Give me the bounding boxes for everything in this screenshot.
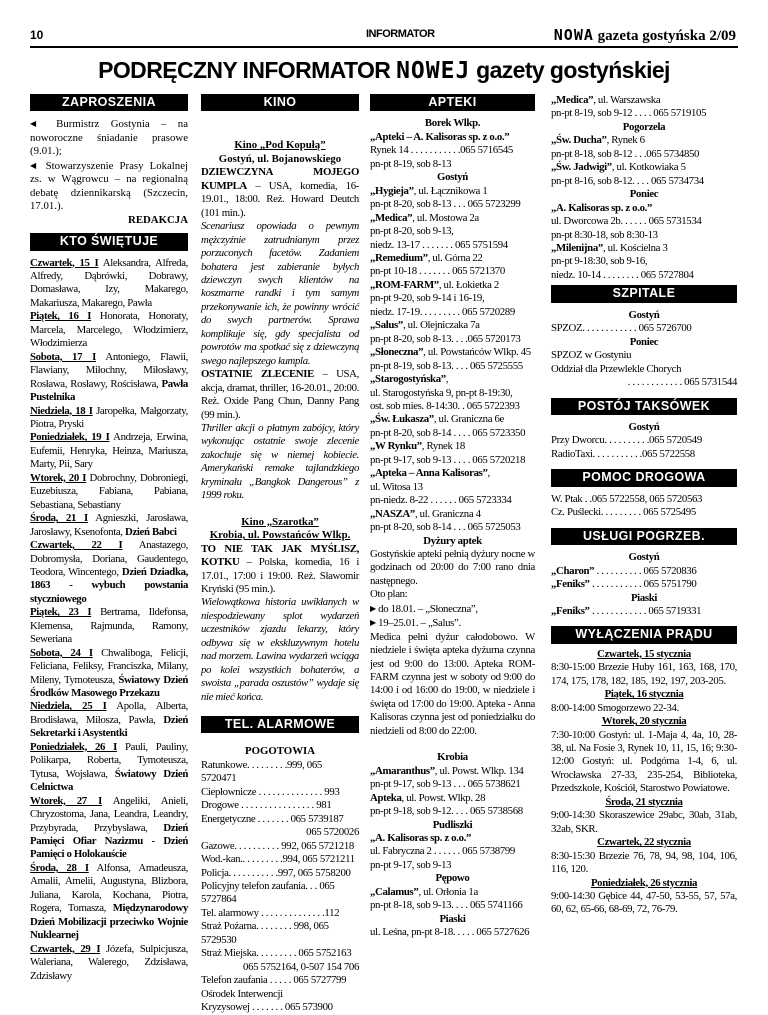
bullet-icon: ▶ <box>370 618 376 628</box>
towing-line: W. Ptak . .065 5722558, 065 5720563 <box>551 492 703 505</box>
dyzur-text: do 18.01. – „Słoneczna”, <box>375 602 478 615</box>
emergency-phone-line: Ratunkowe. . . . . . . . .999, 065 5720471 <box>201 758 322 785</box>
emergency-phone-list <box>201 759 359 1015</box>
paper-rest: gazeta gostyńska 2/09 <box>593 28 736 44</box>
header-rule <box>30 46 738 48</box>
pharmacy-line: pn-pt 8:30-18, sob 8:30-13 <box>551 228 658 241</box>
funeral-phone: . . . . . . . . . . . 065 5751790 <box>591 578 697 591</box>
outage-date: Piątek, 16 stycznia <box>604 688 684 701</box>
pharmacy-name: „A. Kalisoras sp. z o.o.” <box>370 832 472 845</box>
page-title <box>30 57 738 84</box>
funeral-phone: . . . . . . . . . . 065 5720836 <box>596 564 697 577</box>
taxi-line: Przy Dworcu. . . . . . . . . .065 5720549 <box>551 434 702 447</box>
town-name: Gostyń <box>628 308 660 321</box>
film-title: DZIEWCZYNA MOJEGO KUMPLA <box>201 166 359 192</box>
bullet-icon: ▶ <box>370 603 376 613</box>
pharmacy-line: Rynek 14 . . . . . . . . . . .065 5716545 <box>370 144 513 157</box>
pharmacy-line: pn-pt 8-20, sob 8-13. . . .065 5720173 <box>370 332 521 345</box>
nameday-names: Bertrama, Ildefonsa, Klemensa, Rajmunda, Ramony, Seweriana <box>30 606 188 646</box>
outage-text: 9:00-14:30 Skoraszewice 29abc, 30ab, 31ab, 32ab, SKR. <box>551 809 737 835</box>
film-info: – USA, akcja, dramat, thriller, 16-20.01., 20:00. Reż. Oxide Pang Chun, Danny Pang (99 min.). <box>201 368 359 421</box>
film-info: – USA, komedia, 16-19.01., 18:00. Reż. Howard Deutch (101 min.). <box>201 179 359 219</box>
pharmacy-list-poniec <box>551 202 737 283</box>
towing-list <box>551 493 737 520</box>
pharmacy-line: pn-pt 8-20, sob 9-13, <box>370 225 454 238</box>
nameday-entry <box>30 943 188 983</box>
funeral-line <box>551 565 737 578</box>
hospital-line: SPZOZ w Gostyniu <box>551 349 632 362</box>
funeral-line <box>551 605 737 618</box>
nameday-names: Aleksandra, Alfreda, Alfredy, Dąbrówki, Dobrawy, Domasława, Izy, Makarego, Makariusza, Makarego, Pawła <box>30 256 188 309</box>
pharmacy-entry <box>370 886 535 899</box>
pharmacy-list-gostyn <box>370 185 535 535</box>
outage-date: Środa, 21 stycznia <box>605 795 683 808</box>
emergency-phone-line: Policja. . . . . . . . . . .997, 065 5758200 <box>201 866 351 879</box>
pharmacy-entry <box>370 440 535 453</box>
postoj-heading: POSTÓJ TAKSÓWEK <box>551 398 737 415</box>
nameday-date: Wtorek, 20 I <box>30 471 87 484</box>
pharmacy-address: , Rynek 6 <box>606 134 645 147</box>
pharmacy-name: „Św. Jadwigi” <box>551 161 612 174</box>
pharmacy-line: niedz. 13-17 . . . . . . . 065 5751594 <box>370 238 508 251</box>
dyzur-item <box>370 602 535 616</box>
nameday-entry <box>30 472 188 512</box>
dyzury-list <box>370 602 535 631</box>
nameday-date: Poniedziałek, 26 I <box>30 740 117 753</box>
title-part1: PODRĘCZNY INFORMATOR <box>98 57 397 83</box>
nameday-names: Agnieszki, Jarosława, Jarosławy, Ksenofonta, <box>30 512 188 538</box>
nameday-entry <box>30 795 188 862</box>
nameday-entry <box>30 700 188 740</box>
pharmacy-line: pn-pt 8-16, sob 8-12. . . . 065 5734734 <box>551 174 704 187</box>
nameday-names: Angeliki, Anieli, Chryzostoma, Jana, Leandra, Leandry, Przybyrada, Przybysława, <box>30 794 188 834</box>
pharmacy-line: pn-pt 8-19, sob 8-13 <box>370 157 452 170</box>
nameday-names: Jaropełka, Małgorzaty, Piotra, Pryski <box>30 404 188 430</box>
zaproszenia-heading: ZAPROSZENIA <box>30 94 188 111</box>
dyzury-note: Medica pełni dyżur całodobowo. W niedziele i święta apteka dyżurna czynna jest od 9:00 do 13:00. Apteka ROM-FARM czynna jest w soboty od 9:00 do 14:00 i od 16:00 do 19:00, w niedziele i święta od 17:00 do 19:00. Apteka - Anna Kalisoras czynna jest od poniedziałku do niedzieli od 8:00 do 22:00. <box>370 630 535 737</box>
kto-swietuje-heading: KTO ŚWIĘTUJE <box>30 233 188 250</box>
pharmacy-entry <box>370 373 535 386</box>
pharmacy-name: „Św. Łukasza” <box>370 413 434 426</box>
nameday-date: Czwartek, 29 I <box>30 942 101 955</box>
pharmacy-address: , <box>445 373 449 386</box>
film-description: Scenariusz opowiada o pewnym mężczyźnie zatrudnianym przez porzuconych facetów. Zadaniem bohatera jest zabieranie byłych dziewczyn swych klientów na koszmarne randki i tym samym przekonywanie ich, że powinny wrócić do swych partnerów. Sprawa komplikuje się, gdy specjalista od powrotów ma spotkać się z dziewczyną swego najlepszego kumpla. <box>201 220 359 367</box>
taxi-line: RadioTaxi. . . . . . . . . . .065 5722558 <box>551 447 695 460</box>
pharmacy-line: ul. Witosa 13 <box>370 480 423 493</box>
pharmacy-list-pogorzela <box>551 134 737 188</box>
pogotowia-subheading: POGOTOWIA <box>245 745 315 758</box>
emergency-phone-line: 065 5720026 <box>306 826 359 839</box>
pharmacy-address: , ul. Powst. Wlkp. 134 <box>434 764 524 777</box>
pharmacy-line: pn-pt 9-18, sob 9-12. . . . 065 5738568 <box>370 805 523 818</box>
dyzur-item <box>370 616 535 630</box>
pharmacy-address: , ul. Łącznikowa 1 <box>413 184 488 197</box>
redakcja-signature: REDAKCJA <box>128 213 188 226</box>
nameday-entry <box>30 606 188 646</box>
film-entry <box>201 166 359 220</box>
outage-date: Czwartek, 15 stycznia <box>597 647 691 660</box>
pharmacy-entry <box>551 202 737 215</box>
section-name: INFORMATOR <box>366 28 435 40</box>
nameday-entry <box>30 539 188 606</box>
film-description: Wielowątkowa historia uwikłanych w niespodziewany splot wydarzeń uczestników zjazdu lekarzy, który odbywa się w ekskluzywnym hotelu nad morzem. Lawina wydarzeń wciąga po kolei wszystkich bohaterów, a swoista „parada oszustów” wydaje się nie mieć końca. <box>201 596 359 703</box>
pharmacy-line: ul. Leśna, pn-pt 8-18. . . . . 065 5727626 <box>370 926 530 939</box>
pharmacy-line: pn-pt 8-19, sob 8-13. . . . 065 5725555 <box>370 359 523 372</box>
emergency-phone-line: Energetyczne . . . . . . . 065 5739187 <box>201 812 344 825</box>
nameday-date: Czwartek, 22 I <box>30 539 123 552</box>
dyzury-heading: Dyżury aptek <box>423 534 482 547</box>
column-right <box>551 94 737 917</box>
film-description: Thriller akcji o płatnym zabójcy, który wykonując ostatnie swoje zlecenie zakochuje się w niemej kobiecie. Amerykański remake tajlandzkiego kryminału „Bangkok Dangerous” z 1999 roku. <box>201 421 359 502</box>
nameday-names: Andrzeja, Erwina, Eufemii, Henryka, Heinza, Mariusza, Marty, Pii, Sary <box>30 431 188 471</box>
bullet-icon: ◀ <box>30 119 45 129</box>
town-name: Piaski <box>630 591 658 604</box>
pharmacy-name: „A. Kalisoras sp. z o.o.” <box>551 201 653 214</box>
pharmacy-name: „Św. Ducha” <box>551 134 607 147</box>
nameday-names: Pauli, Pauliny, Polikarpa, Roberta, Tymoteusza, Tytusa, Wojsława, <box>30 740 188 780</box>
pharmacy-entry <box>551 94 737 107</box>
pharmacy-name: „ROM-FARM” <box>370 278 439 291</box>
funeral-name: „Feniks” <box>551 578 590 591</box>
cinema-address: Gostyń, ul. Bojanowskiego <box>218 152 342 165</box>
zaproszenie-item <box>30 117 188 158</box>
pharmacy-line: pn-pt 9-18:30, sob 9-16, <box>551 255 648 268</box>
pharmacy-entry <box>370 765 535 778</box>
outage-date: Poniedziałek, 26 stycznia <box>590 876 698 889</box>
pharmacy-address: , ul. Powstańców Wlkp. 45 <box>423 346 531 359</box>
dyzury-text: Gostyńskie apteki pełnią dyżury nocne w godzinach od 20:00 do 7:00 rano dnia następnego. <box>370 547 535 587</box>
emergency-phone-line: Telefon zaufania . . . . . 065 5727799 <box>201 974 347 987</box>
film-entry <box>201 368 359 422</box>
nameday-names: Anastazego, Dobromysła, Doriana, Gaudentego, Teodora, Wincentego, <box>30 539 188 578</box>
pharmacy-address: , ul. Górna 22 <box>427 251 483 264</box>
pharmacy-address: , <box>487 467 490 480</box>
outage-date: Czwartek, 22 stycznia <box>597 836 691 849</box>
pharmacy-entry <box>551 134 737 147</box>
pharmacy-name: Apteka <box>370 791 402 804</box>
pharmacy-address: , ul. Mostowa 2a <box>412 211 479 224</box>
pharmacy-entry <box>370 319 535 332</box>
pharmacy-entry <box>370 467 535 480</box>
nameday-date: Czwartek, 15 I <box>30 256 99 269</box>
pharmacy-line: ul. Starogostyńska 9, pn-pt 8-19:30, <box>370 386 513 399</box>
nameday-entry <box>30 405 188 432</box>
pomoc-drogowa-heading: POMOC DROGOWA <box>551 469 737 486</box>
page-header <box>30 26 736 46</box>
pharmacy-line: pn-pt 8-18, sob 9-13. . . . 065 5741166 <box>370 899 523 912</box>
towing-line: Cz. Puślecki. . . . . . . . . 065 5725495 <box>551 506 696 519</box>
pharmacy-entry <box>370 413 535 426</box>
pharmacy-line: niedz. 17-19. . . . . . . . . 065 5720289 <box>370 305 515 318</box>
nameday-occasion: Dzień Dziadka, 1863 - wybuch powstania styczniowego <box>30 565 188 605</box>
outage-text: 9:00-14:30 Gębice 44, 47-50, 53-55, 57, 57a, 60, 62, 65-66, 68-69, 72, 76-79. <box>551 890 737 916</box>
pharmacy-line: pn-pt 10-18 . . . . . . . 065 5721370 <box>370 265 505 278</box>
bullet-icon: ◀ <box>30 160 40 170</box>
pharmacy-entry <box>370 346 535 359</box>
pharmacy-address: , ul. Powst. Wlkp. 28 <box>401 791 486 804</box>
hospital-line: SPZOZ. . . . . . . . . . . . 065 5726700 <box>551 322 692 335</box>
nameday-entry <box>30 431 188 471</box>
nameday-date: Sobota, 17 I <box>30 350 96 363</box>
hospital-line: . . . . . . . . . . . . 065 5731544 <box>627 376 737 389</box>
nameday-date: Sobota, 24 I <box>30 646 93 659</box>
nameday-entry <box>30 512 188 539</box>
pharmacy-entry <box>551 161 737 174</box>
nameday-names: Apolla, Alberta, Brodisława, Miłosza, Pawła, <box>30 700 188 726</box>
pharmacy-name: „Medica” <box>551 94 594 106</box>
nameday-occasion: Światowy Dzień Celnictwa <box>30 767 189 794</box>
town-name: Pogorzela <box>622 120 666 133</box>
nameday-occasion: Dzień Sekretarki i Asystentki <box>30 713 188 740</box>
szpitale-heading: SZPITALE <box>551 285 737 302</box>
pharmacy-name: „Hygieja” <box>370 184 414 197</box>
town-name: Pępowo <box>435 872 470 885</box>
emergency-phone-line: 065 5752164, 0-507 154 706 <box>243 960 359 973</box>
nameday-date: Niedziela, 18 I <box>30 404 93 417</box>
column-zaproszenia <box>30 94 188 983</box>
pharmacy-name: „W Rynku” <box>370 440 422 453</box>
emergency-phone-line: Wod.-kan.. . . . . . . . .994, 065 5721211 <box>201 853 355 866</box>
pharmacy-name: „Medica” <box>370 211 413 224</box>
column-kino <box>201 94 359 1015</box>
pharmacy-line: pn-pt 8-20, sob 8-14 . . . 065 5725053 <box>370 521 521 534</box>
pharmacy-address: , ul. Orłonia 1a <box>418 885 478 898</box>
pharmacy-line: niedz. 10-14 . . . . . . . . 065 5727804 <box>551 268 694 281</box>
pharmacy-name: „NASZA” <box>370 507 415 520</box>
uslugi-pogrzebowe-heading: USŁUGI POGRZEB. <box>551 528 737 545</box>
pharmacy-entry <box>370 508 535 521</box>
pharmacy-entry <box>370 279 535 292</box>
nameday-occasion: Światowy Dzień Środków Masowego Przekazu <box>30 673 188 700</box>
nameday-occasion: Międzynarodowy Dzień Mobilizacji przeciwko Wojnie Nuklearnej <box>30 902 188 942</box>
pharmacy-lines <box>370 144 535 171</box>
nameday-names: Dobrochny, Dobroniegi, Euzebiusza, Fabiana, Pabiana, Sebastiana, Sebastiany <box>30 471 188 511</box>
outage-text: 8:00-14:00 Smogorzewo 22-34. <box>551 701 679 714</box>
pharmacy-line: pn-pt 9-17, sob 9-13 . . . 065 5738621 <box>370 778 521 791</box>
emergency-phone-line: Straż Miejska. . . . . . . . . 065 5752163 <box>201 947 352 960</box>
emergency-phone-line: Gazowe. . . . . . . . . . 992, 065 5721218 <box>201 839 354 852</box>
page-number: 10 <box>30 28 44 42</box>
nameday-entry <box>30 257 188 311</box>
pharmacy-name: „Calamus” <box>370 885 419 898</box>
pharmacy-line: pn-niedz. 8-22 . . . . . . 065 5723334 <box>370 494 512 507</box>
emergency-phone-line: Ośrodek Interwencji <box>201 987 283 1000</box>
funeral-phone: . . . . . . . . . . . . 065 5719331 <box>591 604 702 617</box>
pharmacy-address: , ul. Olejniczaka 7a <box>402 319 480 332</box>
wylaczenia-heading: WYŁĄCZENIA PRĄDU <box>551 626 737 643</box>
cinema-name: Kino „Szarotka” <box>241 515 319 528</box>
nameday-entry <box>30 741 188 795</box>
zaproszenie-item <box>30 159 188 214</box>
nameday-entry <box>30 310 188 350</box>
nameday-entry <box>30 647 188 701</box>
outage-text: 7:30-10:00 Gostyń: ul. 1-Maja 4, 4a, 10, 28-38, ul. Na Fosie 3, Rynek 10, 11, 15, 16; 9:30-12:00 Gostyń: ul. Podgórna 1-4, 6, ul. Wrocławska 27-33, 235-254, Biblioteka, Przedszkole, Kościół, Starostwo Powiatowe. <box>551 728 737 795</box>
town-name: Gostyń <box>628 551 660 564</box>
nameday-occasion: Dzień Pamięci Ofiar Nazizmu - Dzień Pamięci o Holokauście <box>30 821 188 861</box>
nameday-names: Honorata, Honoraty, Marcela, Marcelego, Włodzimierz, Włodzimierza <box>30 310 188 350</box>
pharmacy-entry <box>551 242 737 255</box>
pharmacy-name: „Starogostyńska” <box>370 373 446 386</box>
town-name: Poniec <box>629 335 659 348</box>
funeral-name: „Charon” <box>551 564 595 577</box>
power-outage-list <box>551 648 737 917</box>
outage-text: 8:30-15:30 Brzezie 76, 78, 94, 98, 104, 106, 116, 120. <box>551 849 737 876</box>
pharmacy-line: pn-pt 8-20, sob 8-14 . . . . 065 5723350 <box>370 426 526 439</box>
pharmacy-line: ul. Dworcowa 2b. . . . . . 065 5731534 <box>551 215 702 228</box>
title-nowej: NOWEJ <box>396 58 471 84</box>
nameday-occasion: Dzień Babci <box>125 525 177 538</box>
pharmacy-name: „Amaranthus” <box>370 764 435 777</box>
pharmacy-list-krobia <box>370 765 535 819</box>
emergency-phone-line: Tel. alarmowy . . . . . . . . . . . . . .112 <box>201 906 340 919</box>
cinema-name: Kino „Pod Kopułą” <box>234 139 326 152</box>
emergency-phone-line: Drogowe . . . . . . . . . . . . . . . . 981 <box>201 799 332 812</box>
film-title: TO NIE TAK JAK MYŚLISZ, KOTKU <box>201 542 359 569</box>
emergency-phone-line: Policyjny telefon zaufania. . . 065 5727864 <box>201 880 335 906</box>
apteki-heading: APTEKI <box>370 94 535 111</box>
nameday-date: Niedziela, 25 I <box>30 700 107 713</box>
pharmacy-name: „Słoneczna” <box>370 346 424 359</box>
nameday-names: Alfonsa, Amadeusza, Amalii, Amelii, Augustyna, Blizbora, Juliana, Karola, Kochana, Piotra, Rogera, Tomasza, <box>30 861 188 915</box>
pharmacy-line: pn-pt 8-18, sob 8-12 . . .065 5734850 <box>551 147 700 160</box>
film-entry <box>201 543 359 597</box>
pharmacy-name: „Remedium” <box>370 251 428 264</box>
nameday-names: Antoniego, Flawii, Flawiany, Miłochny, Miłosławy, Rosława, Rosławy, Rościsława, <box>30 350 188 390</box>
paper-name <box>554 26 736 45</box>
pharmacy-name: „Apteka – Anna Kalisoras” <box>370 467 488 480</box>
title-part2: gazety gostyńskiej <box>470 57 670 83</box>
pharmacy-line: pn-pt 8-20, sob 8-13 . . . 065 5723299 <box>370 198 521 211</box>
pharmacy-entry <box>370 252 535 265</box>
pharmacy-lines <box>370 845 535 872</box>
dyzury-plan-label: Oto plan: <box>370 588 408 601</box>
pharmacy-entry <box>370 792 535 805</box>
funeral-name: „Feniks” <box>551 604 590 617</box>
nameday-entry <box>30 862 188 943</box>
pharmacy-name: „Salus” <box>370 319 403 332</box>
nameday-date: Poniedziałek, 19 I <box>30 431 110 444</box>
town-name: Gostyń <box>437 171 468 184</box>
pharmacy-address: , ul. Warszawska <box>593 94 661 106</box>
nameday-names: Chwaliboga, Felicji, Feliciana, Feliksy, Franciszka, Milany, Mileny, Tymoteusza, <box>30 646 189 686</box>
paper-nowa: NOWA <box>553 26 594 44</box>
town-name: Poniec <box>629 188 659 201</box>
pharmacy-address: , ul. Graniczna 6e <box>433 413 505 426</box>
emergency-phone-line: Ciepłownicze . . . . . . . . . . . . . . 993 <box>201 785 340 798</box>
dyzur-text: 19–25.01. – „Salus”. <box>375 617 461 630</box>
pharmacy-line: pn-pt 9-17, sob 9-13 <box>370 858 452 871</box>
town-name: Krobia <box>437 751 468 764</box>
pharmacy-line: pn-pt 9-17, sob 9-13 . . . . 065 5720218 <box>370 453 526 466</box>
nameday-occasion: Pawła Pustelnika <box>30 377 188 404</box>
pharmacy-lines <box>370 899 535 912</box>
cinema-address: Krobia, ul. Powstańców Wlkp. <box>209 529 351 542</box>
kino-heading: KINO <box>201 94 359 111</box>
nameday-date: Środa, 28 I <box>30 861 89 874</box>
emergency-phone-line: Kryzysowej . . . . . . . 065 573900 <box>201 1001 333 1014</box>
town-name: Pudliszki <box>432 818 473 831</box>
town-name: Gostyń <box>628 420 660 433</box>
nameday-names: Józefa, Sulpicjusza, Waleriana, Walerego, Zdzisława, Zdzisławy <box>30 942 188 982</box>
pharmacy-line: pn-pt 8-19, sob 9-12 . . . . 065 5719105 <box>551 107 707 120</box>
film-title: OSTATNIE ZLECENIE <box>201 368 314 381</box>
pharmacy-entry <box>370 212 535 225</box>
funeral-line <box>551 578 737 591</box>
nameday-date: Środa, 21 I <box>30 512 88 525</box>
hospital-line: Oddział dla Przewlekle Chorych <box>551 362 682 375</box>
pharmacy-name: „Apteki – A. Kalisoras sp. z o.o.” <box>370 130 510 143</box>
town-name: Piaski <box>439 912 466 925</box>
outage-date: Wtorek, 20 stycznia <box>601 715 687 728</box>
pharmacy-name: „Milenijna” <box>551 241 603 254</box>
pharmacy-address: , ul. Kotkowiaka 5 <box>611 161 686 174</box>
nameday-date: Piątek, 16 I <box>30 310 92 323</box>
nameday-entry <box>30 351 188 405</box>
pharmacy-address: , ul. Graniczna 4 <box>414 507 481 520</box>
nameday-date: Wtorek, 27 I <box>30 794 102 807</box>
pharmacy-line: pn-pt 9-20, sob 9-14 i 16-19, <box>370 292 485 305</box>
nameday-date: Piątek, 23 I <box>30 606 92 619</box>
pharmacy-line: ul. Fabryczna 2 . . . . . . 065 5738799 <box>370 845 515 858</box>
film-info: – Polska, komedia, 16 i 17.01., 17:00 i 19:00. Reż. Sławomir Kryński (95 min.). <box>201 556 359 595</box>
emergency-phone-line: Straż Pożarna. . . . . . . . 998, 065 5729530 <box>201 920 329 946</box>
pharmacy-address: , ul. Kościelna 3 <box>602 241 668 254</box>
pharmacy-entry <box>370 185 535 198</box>
zaproszenie-text: Stowarzyszenie Prasy Lokalnej zs. w Wągrowcu – na regionalną debatę dziennikarską (Szczecin, 17.01.). <box>30 159 188 213</box>
zaproszenie-text: Burmistrz Gostynia – na noworoczne śniadanie prasowe (9.01.); <box>30 118 188 158</box>
outage-text: 8:30-15:00 Brzezie Huby 161, 163, 168, 170, 174, 175, 178, 182, 185, 192, 197, 203-205. <box>551 661 737 687</box>
town-name: Borek Wlkp. <box>424 117 481 130</box>
kto-swietuje-list <box>30 257 188 983</box>
pharmacy-line: ost. sob mies. 8-14:30. . 065 5722393 <box>370 399 520 412</box>
tel-alarmowe-heading: TEL. ALARMOWE <box>201 716 359 733</box>
taxi-list <box>551 434 737 461</box>
pharmacy-address: , ul. Łokietka 2 <box>438 278 499 291</box>
pharmacy-address: , Rynek 18 <box>421 440 465 453</box>
column-apteki <box>370 94 535 940</box>
